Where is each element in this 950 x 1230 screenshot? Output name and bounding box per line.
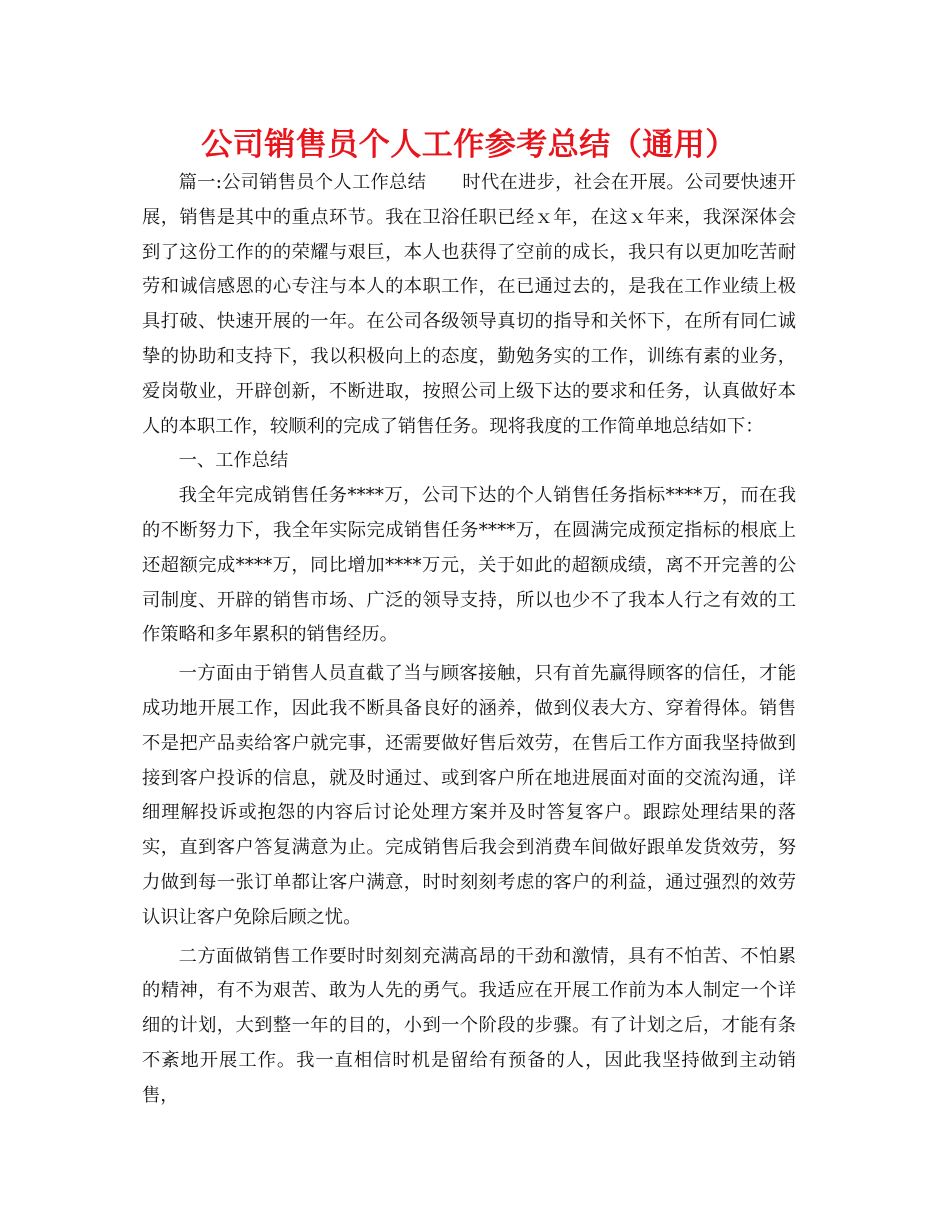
document-title: 公司销售员个人工作参考总结（通用）	[201, 127, 737, 163]
intro-label: 篇一:公司销售员个人工作总结	[178, 172, 427, 193]
paragraph-work-attitude: 二方面做销售工作要时时刻刻充满高昂的干劲和激情，具有不怕苦、不怕累的精神，有不为艰苦、敢为人先的勇气。我适应在开展工作前为本人制定一个详细的计划，大到整一年的目的，小到一个阶段的步骤。有了计划之后，才能有条不紊地开展工作。我一直相信时机是留给有预备的人，因此我坚持做到主动销售，	[142, 945, 796, 1106]
section-heading-work-summary: 一、工作总结	[178, 450, 289, 472]
intro-text: 时代在进步，社会在开展。公司要快速开展，销售是其中的重点环节。我在卫浴任职已经ｘ年，在这ｘ年来，我深深体会到了这份工作的的荣耀与艰巨，本人也获得了空前的成长，我只有以更加吃苦耐劳和诚信感恩的心专注与本人的本职工作，在已通过去的，是我在工作业绩上极具打破、快速开展的一年。在公司各级领导真切的指导和关怀下，在所有同仁诚挚的协助和支持下，我以积极向上的态度，勤勉务实的工作，训练有素的业务，爱岗敬业，开辟创新，不断进取，按照公司上级下达的要求和任务，认真做好本人的本职工作，较顺利的完成了销售任务。现将我度的工作简单地总结如下：	[142, 172, 796, 437]
paragraph-customer-service: 一方面由于销售人员直截了当与顾客接触，只有首先赢得顾客的信任，才能成功地开展工作，因此我不断具备良好的涵养，做到仪表大方、穿着得体。销售不是把产品卖给客户就完事，还需要做好售后效劳，在售后工作方面我坚持做到接到客户投诉的信息，就及时通过、或到客户所在地进展面对面的交流沟通，详细理解投诉或抱怨的内容后讨论处理方案并及时答复客户。跟踪处理结果的落实，直到客户答复满意为止。完成销售后我会到消费车间做好跟单发货效劳，努力做到每一张订单都让客户满意，时时刻刻考虑的客户的利益，通过强烈的效劳认识让客户免除后顾之忧。	[142, 663, 796, 928]
intro-paragraph	[142, 166, 796, 444]
paragraph-sales-results: 我全年完成销售任务****万，公司下达的个人销售任务指标****万，而在我的不断努力下，我全年实际完成销售任务****万，在圆满完成预定指标的根底上还超额完成****万，同比增加****万元，关于如此的超额成绩，离不开完善的公司制度、开辟的销售市场、广泛的领导支持，所以也少不了我本人行之有效的工作策略和多年累积的销售经历。	[142, 485, 796, 646]
document-page	[142, 118, 796, 1114]
